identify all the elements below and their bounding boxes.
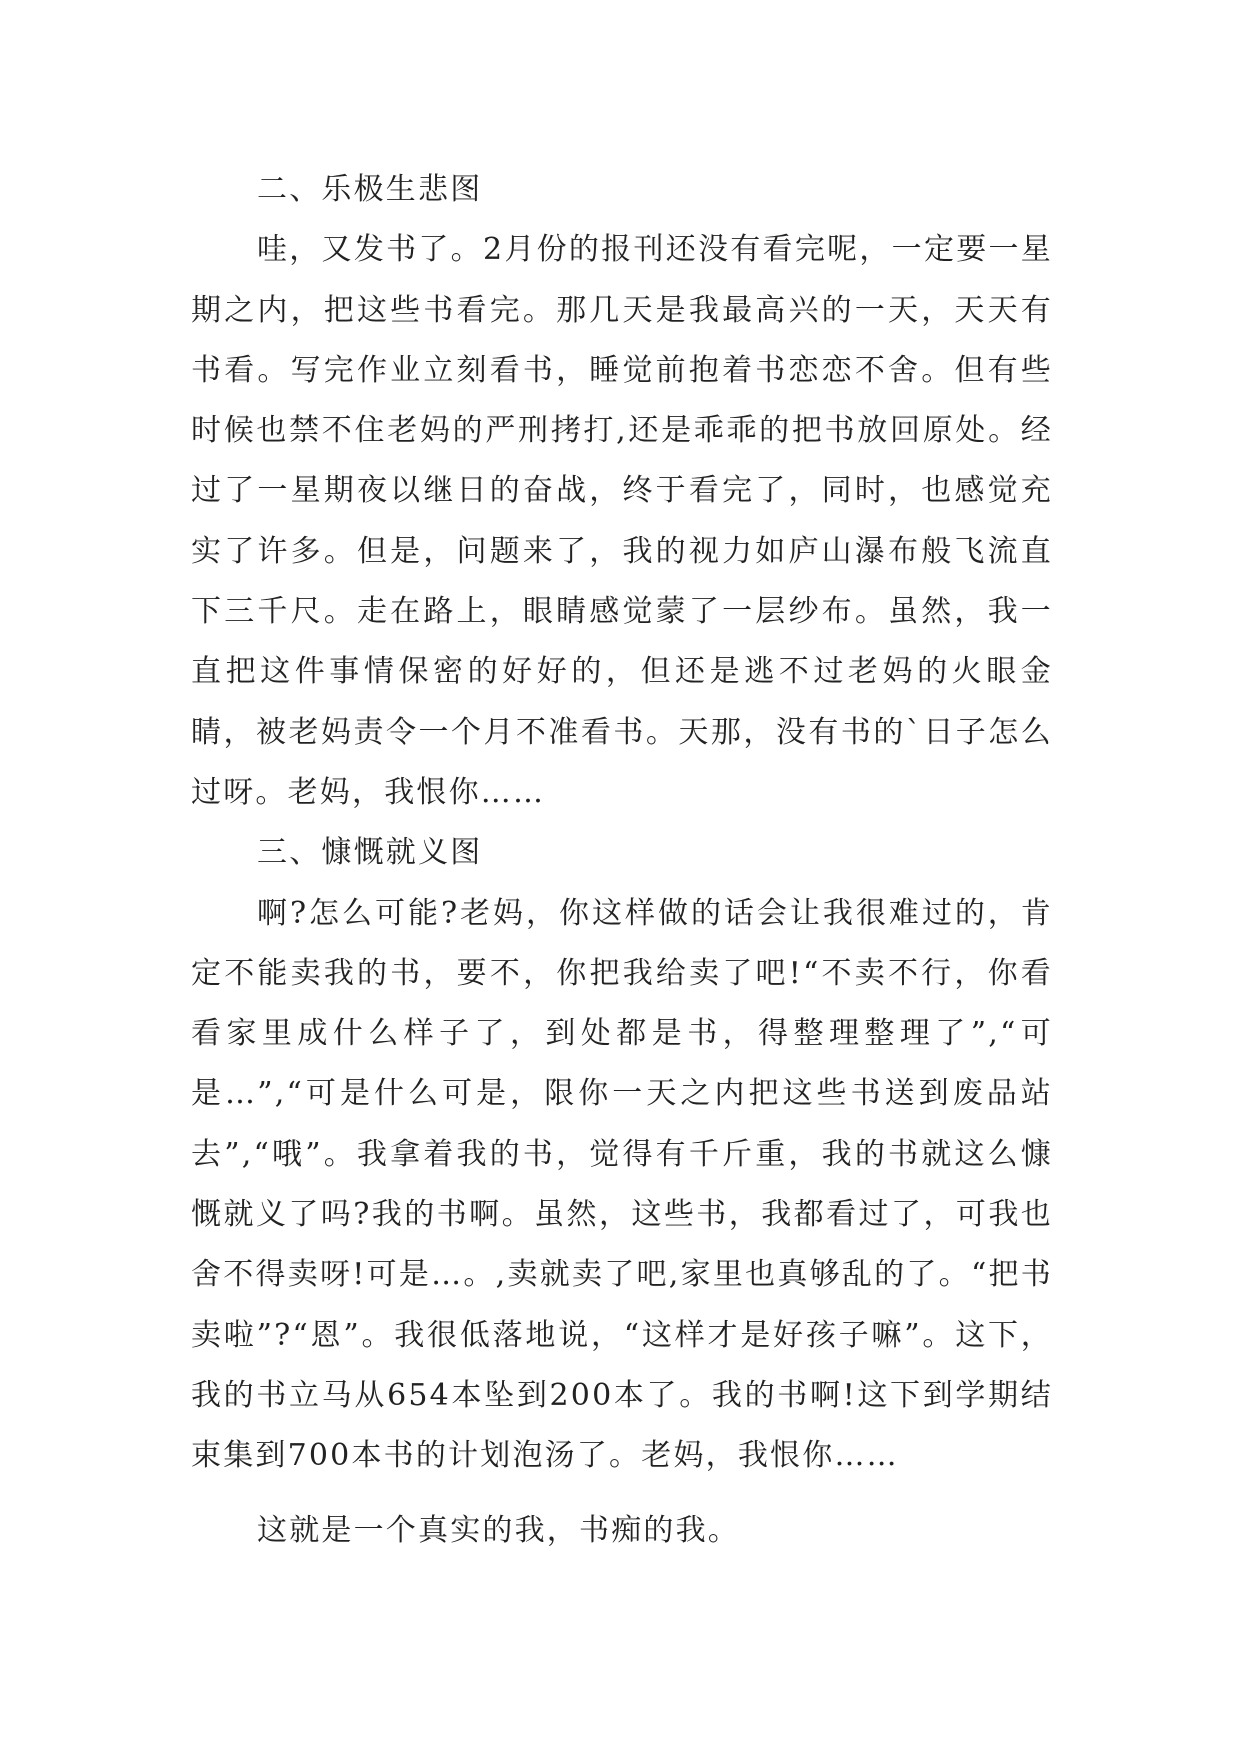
section-two-heading: 二、乐极生悲图 [257, 172, 483, 207]
section-three-paragraph: 啊?怎么可能?老妈，你这样做的话会让我很难过的，肯定不能卖我的书，要不，你把我给卖了吧!“不卖不行，你看看家里成什么样子了，到处都是书，得整理整理了”,“可是…”,“可是什么可是，限你一天之内把这些书送到废品站去”,“哦”。我拿着我的书，觉得有千斤重，我的书就这么慷慨就义了吗?我的书啊。虽然，这些书，我都看过了，可我也舍不得卖呀!可是…。,卖就卖了吧,家里也真够乱的了。“把书卖啦”?“恩”。我很低落地说，“这样才是好孩子嘛”。这下，我的书立马从654本坠到200本了。我的书啊!这下到学期结束集到700本书的计划泡汤了。老妈，我恨你…… [191, 895, 1053, 1474]
closing-sentence: 这就是一个真实的我，书痴的我。 [257, 1512, 740, 1548]
section-two-paragraph: 哇，又发书了。2月份的报刊还没有看完呢，一定要一星期之内，把这些书看完。那几天是我最高兴的一天，天天有书看。写完作业立刻看书，睡觉前抱着书恋恋不舍。但有些时候也禁不住老妈的严刑拷打,还是乖乖的把书放回原处。经过了一星期夜以继日的奋战，终于看完了，同时，也感觉充实了许多。但是，问题来了，我的视力如庐山瀑布般飞流直下三千尺。走在路上，眼睛感觉蒙了一层纱布。虽然，我一直把这件事情保密的好好的，但还是逃不过老妈的火眼金睛，被老妈责令一个月不准看书。天那，没有书的`日子怎么过呀。老妈，我恨你…… [191, 232, 1053, 810]
section-three-heading: 三、慷慨就义图 [257, 835, 483, 871]
document-body [191, 160, 1053, 1561]
